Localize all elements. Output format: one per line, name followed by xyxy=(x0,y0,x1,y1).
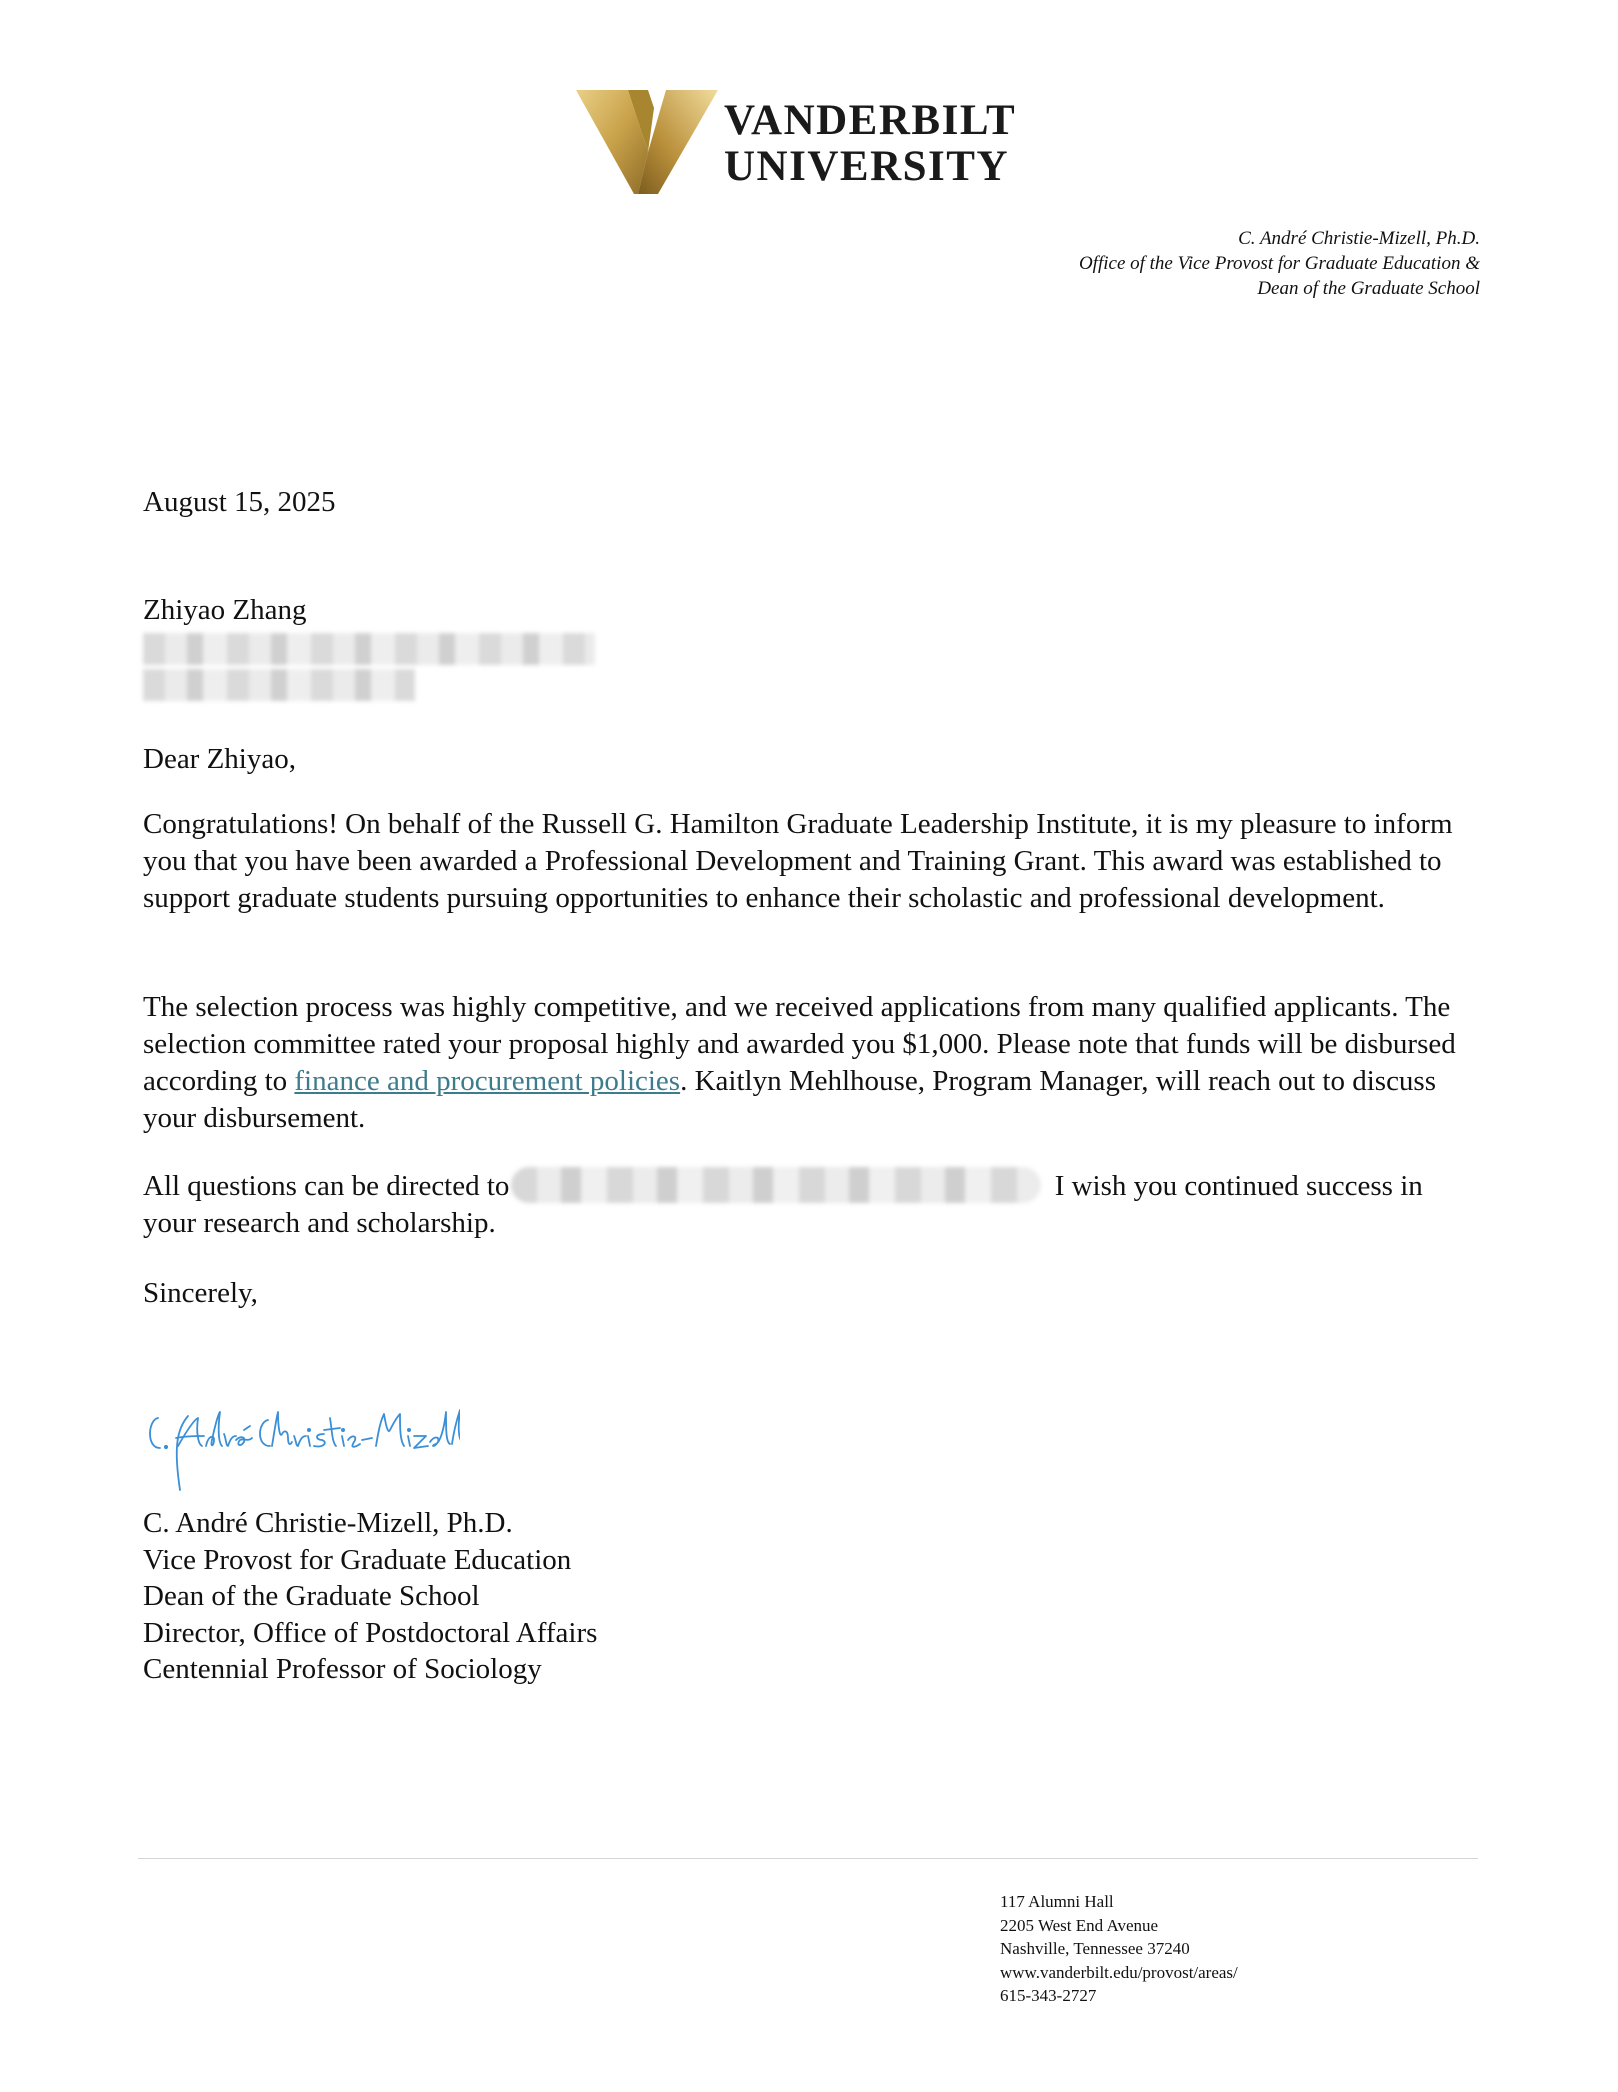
sender-block xyxy=(1079,226,1480,301)
recipient-block xyxy=(143,592,595,701)
letter-date: August 15, 2025 xyxy=(143,486,336,518)
footer-address xyxy=(1000,1890,1238,2008)
logo-wordmark xyxy=(724,98,1016,190)
logo-line-1: VANDERBILT xyxy=(724,97,1017,144)
footer-divider xyxy=(138,1858,1478,1859)
address-phone: 615-343-2727 xyxy=(1000,1986,1097,2005)
signer-title-3: Director, Office of Postdoctoral Affairs xyxy=(143,1616,598,1649)
paragraph-2 xyxy=(143,989,1483,1137)
paragraph-3-end: I wish you continued success in your research and scholarship. xyxy=(143,1170,1423,1239)
sender-office-line-1: Office of the Vice Provost for Graduate Education & xyxy=(1078,253,1480,274)
paragraph-1: Congratulations! On behalf of the Russell G. Hamilton Graduate Leadership Institute, it is my pleasure to inform you that you have been awarded a Professional Development and Training Grant. This award was established to support graduate students pursuing opportunities to enhance their scholastic and professional development. xyxy=(143,808,1453,914)
paragraph-3 xyxy=(143,1167,1483,1242)
redacted-address-line-2 xyxy=(143,669,415,701)
sender-office-line-2: Dean of the Graduate School xyxy=(1257,278,1480,299)
salutation: Dear Zhiyao, xyxy=(143,743,296,775)
redacted-address-line-1 xyxy=(143,633,595,665)
address-line-1: 117 Alumni Hall xyxy=(1000,1892,1114,1911)
paragraph-2-end: . Kaitlyn Mehlhouse, Program Manager, will reach out to discuss your disbursement. xyxy=(143,1065,1437,1134)
signer-title-1: Vice Provost for Graduate Education xyxy=(143,1543,572,1576)
redacted-email xyxy=(511,1167,1041,1203)
vanderbilt-v-logo-icon xyxy=(576,90,718,194)
paragraph-3-start: All questions can be directed to xyxy=(143,1170,510,1202)
sender-name: C. André Christie-Mizell, Ph.D. xyxy=(1238,228,1480,249)
recipient-name: Zhiyao Zhang xyxy=(143,594,307,626)
signer-block xyxy=(143,1505,597,1688)
logo-line-2: UNIVERSITY xyxy=(724,143,1010,190)
closing: Sincerely, xyxy=(143,1277,258,1309)
finance-policies-link[interactable]: finance and procurement policies xyxy=(294,1065,681,1097)
address-website[interactable]: www.vanderbilt.edu/provost/areas/ xyxy=(1000,1962,1238,1982)
handwritten-signature xyxy=(140,1390,460,1500)
signer-title-2: Dean of the Graduate School xyxy=(143,1580,480,1612)
signer-title-4: Centennial Professor of Sociology xyxy=(143,1653,542,1685)
address-line-3: Nashville, Tennessee 37240 xyxy=(1000,1939,1190,1958)
address-line-2: 2205 West End Avenue xyxy=(1000,1915,1159,1935)
paragraph-2-start: The selection process was highly competitive, and we received applications from many qualified applicants. The selection committee rated your proposal highly and awarded you $1,000. Please note that funds will be disbursed according to xyxy=(143,991,1456,1097)
vanderbilt-logo xyxy=(576,90,1056,195)
signer-name: C. André Christie-Mizell, Ph.D. xyxy=(143,1507,513,1539)
